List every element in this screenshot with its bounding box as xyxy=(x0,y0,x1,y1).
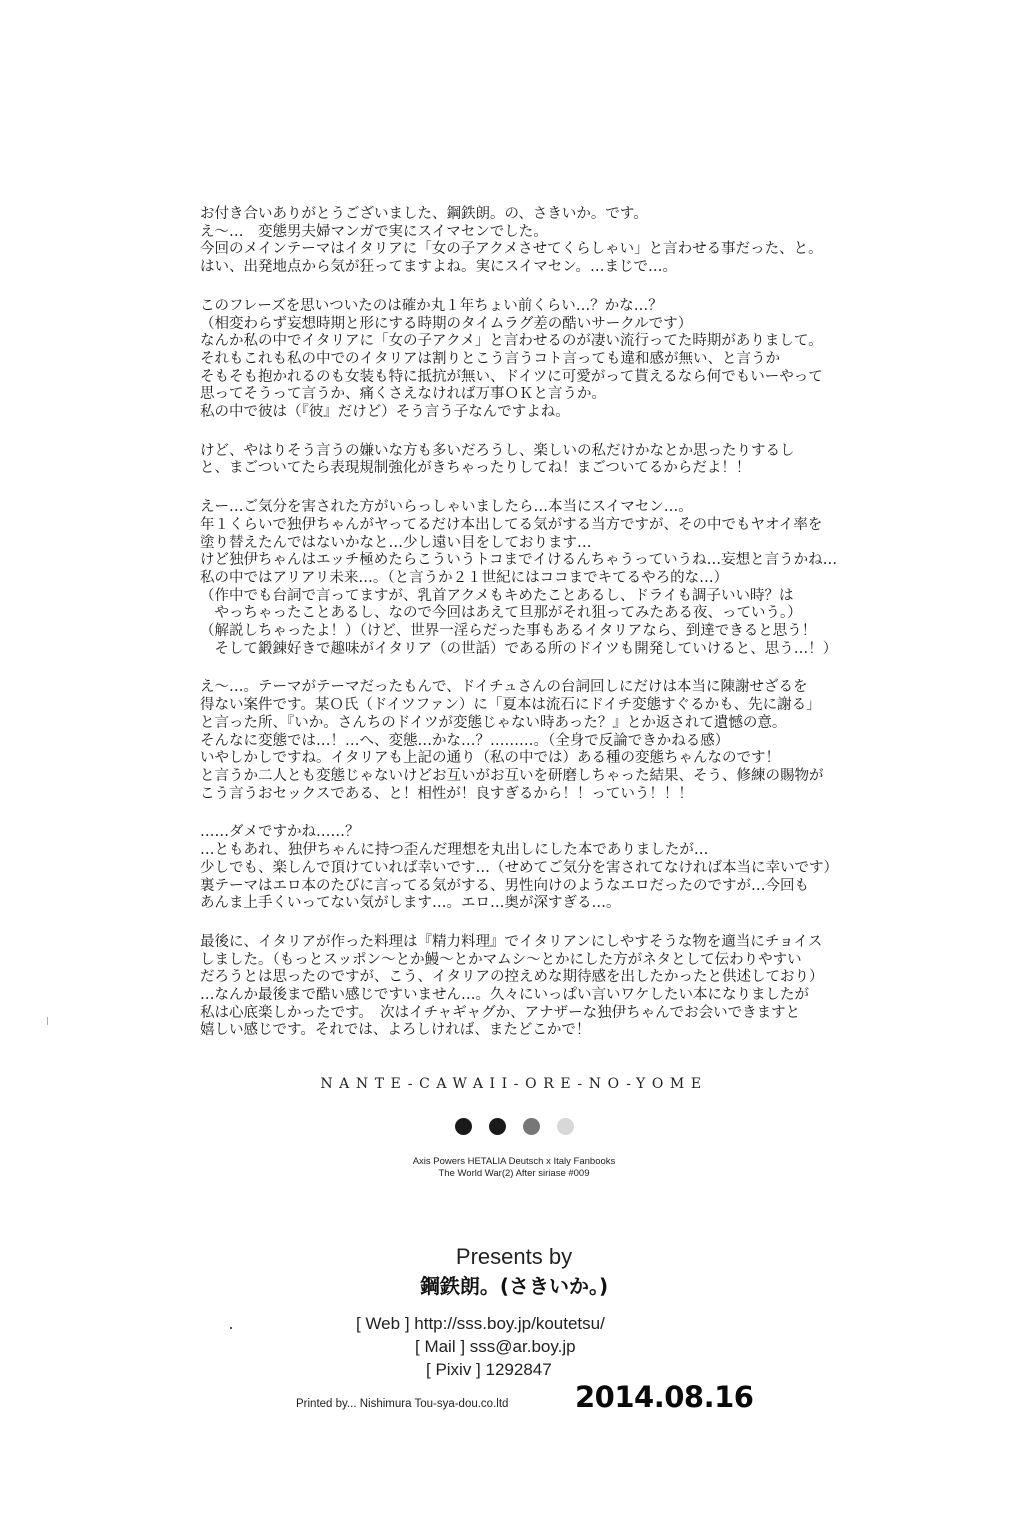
text-line: けど独伊ちゃんはエッチ極めたらこういうトコまでイけるんちゃうっていうね…妄想と言うかね… xyxy=(200,552,838,569)
paragraph xyxy=(200,499,850,658)
web-link[interactable]: [ Web ] http://sss.boy.jp/koutetsu/ xyxy=(356,1314,605,1333)
text-line: こう言うおセックスである、と！相性が！良すぎるから！！っていう！！！ xyxy=(200,785,693,802)
text-line: 得ない案件です。某Ｏ氏（ドイツファン）に「夏本は流石にドイチ変態すぐるかも、先に謝る」 xyxy=(200,697,821,714)
text-line: 私は心底楽しかったです。 次はイチャギャグか、アナザーな独伊ちゃんでお会いできますと xyxy=(200,1004,801,1021)
series-motto: NANTE-CAWAII-ORE-NO-YOME xyxy=(320,1076,708,1092)
presents-by-label: Presents by xyxy=(455,1244,573,1269)
text-line: （解説しちゃったよ！）（けど、世界一淫らだった事もあるイタリアなら、到達できると思う！ xyxy=(200,623,817,640)
pixiv-id: [ Pixiv ] 1292847 xyxy=(426,1360,552,1379)
text-line: だろうとは思ったのですが、こう、イタリアの控えめな期待感を出したかったと供述しており） xyxy=(200,969,824,986)
text-line: （作中でも台詞で言ってますが、乳首アクメもキめたことあるし、ドライも調子いい時？は xyxy=(200,587,794,604)
text-line: なんか私の中でイタリアに「女の子アクメ」と言わせるのが凄い流行ってた時期がありまして。 xyxy=(200,333,823,350)
text-line: ……ダメですかね……？ xyxy=(200,824,360,841)
text-line: そんなに変態では…！…へ、変態…かな…？………。（全身で反論できかねる感） xyxy=(200,732,730,749)
text-line: と言った所、『いか。さんちのドイツが変態じゃない時あった？』とか返されて遺憾の意。 xyxy=(200,714,787,731)
publication-date: 2014.08.16 xyxy=(575,1380,754,1414)
mail-link[interactable]: [ Mail ] sss@ar.boy.jp xyxy=(415,1337,576,1356)
text-line: 嬉しい感じです。それでは、よろしければ、またどこかで！ xyxy=(200,1022,591,1039)
text-line: いやしかしですね。イタリアも上記の通り（私の中では）ある種の変態ちゃんなのです！ xyxy=(200,750,780,767)
paragraph xyxy=(200,934,850,1040)
series-dot-icon xyxy=(489,1118,506,1135)
paragraph xyxy=(200,206,850,277)
scan-speck xyxy=(230,1327,232,1329)
text-line: 裏テーマはエロ本のたびに言ってる気がする、男性向けのようなエロだったのですが…今回も xyxy=(200,877,809,894)
text-line: 塗り替えたんではないかなと…少し遠い目をしております… xyxy=(200,534,592,551)
text-line: え～… 変態男夫婦マンガで実にスイマセンでした。 xyxy=(200,223,548,240)
text-line: 私の中ではアリアリ未来…。（と言うか２１世紀にはココまでキてるやろ的な…） xyxy=(200,569,729,586)
paragraph xyxy=(200,443,850,478)
series-number: The World War(2) After siriase #009 xyxy=(438,1168,590,1179)
text-line: え～…。テーマがテーマだったもんで、ドイチュさんの台詞回しにだけは本当に陳謝せざるを xyxy=(200,679,808,696)
text-line: しました。（もっとスッポン～とか鰻～とかマムシ～とかにした方がネタとして伝わりやすい xyxy=(200,951,802,968)
printer-credit: Printed by... Nishimura Tou-sya-dou.co.ltd xyxy=(296,1398,509,1410)
text-line: そもそも抱かれるのも女装も特に抵抗が無い、ドイツに可愛がって貰えるなら何でもいーやって xyxy=(200,368,823,385)
paragraph xyxy=(200,679,850,803)
scan-speck xyxy=(47,1017,48,1025)
text-line: 私の中で彼は（『彼』だけど）そう言う子なんですよね。 xyxy=(200,404,570,421)
text-line: 年１くらいで独伊ちゃんがヤってるだけ本出してる気がする当方ですが、その中でもヤオイ率を xyxy=(200,516,823,533)
text-line: と、まごついてたら表現規制強化がきちゃったりしてね！まごついてるからだよ！！ xyxy=(200,460,751,477)
series-dot-icon xyxy=(455,1118,472,1135)
text-line: …ともあれ、独伊ちゃんに持つ歪んだ理想を丸出しにした本でありましたが… xyxy=(200,842,709,859)
text-line: それもこれも私の中でのイタリアは割りとこう言うコト言っても違和感が無い、と言うか xyxy=(200,350,780,367)
text-line: 今回のメインテーマはイタリアに「女の子アクメさせてくらしゃい」と言わせる事だった、と。 xyxy=(200,241,823,258)
afterword-text xyxy=(200,206,850,1061)
series-title: Axis Powers HETALIA Deutsch x Italy Fanbooks xyxy=(412,1156,616,1167)
series-dots xyxy=(0,1118,1028,1135)
series-info xyxy=(0,1156,1028,1180)
text-line: 思ってそうって言うか、痛くさえなければ万事ＯＫと言うか。 xyxy=(200,386,606,403)
text-line: けど、やはりそう言うの嫌いな方も多いだろうし、楽しいの私だけかなとか思ったりするし xyxy=(200,442,795,459)
text-line: お付き合いありがとうございました、鋼鉄朗。の、さきいか。です。 xyxy=(200,206,648,222)
text-line: あんま上手くいってない気がします…。エロ…奥が深すぎる…。 xyxy=(200,895,621,912)
text-line: はい、出発地点から気が狂ってますよね。実にスイマセン。…まじで…。 xyxy=(200,259,678,276)
series-dot-icon xyxy=(557,1118,574,1135)
text-line: （相変わらず妄想時期と形にする時期のタイムラグ差の酷いサークルです） xyxy=(200,315,693,332)
author-name: 鋼鉄朗。(さきいか。) xyxy=(419,1274,609,1298)
text-line: と言うか二人とも変態じゃないけどお互いがお互いを研磨しちゃった結果、そう、修練の賜物が xyxy=(200,767,824,784)
text-line: 少しでも、楽しんで頂けていれば幸いです…（せめてご気分を害されてなければ本当に幸いです） xyxy=(200,859,838,876)
text-line: このフレーズを思いついたのは確か丸１年ちょい前くらい…？かな…？ xyxy=(200,297,663,314)
contact-list xyxy=(352,1312,605,1381)
text-line: えー…ご気分を害された方がいらっしゃいましたら…本当にスイマセン…。 xyxy=(200,499,693,516)
series-dot-icon xyxy=(523,1118,540,1135)
paragraph xyxy=(200,298,850,422)
text-line: やっちゃったことあるし、なので今回はあえて旦那がそれ狙ってみたある夜、っていう。） xyxy=(200,605,802,622)
text-line: そして鍛錬好きで趣味がイタリア（の世話）である所のドイツも開発していけると、思う…！） xyxy=(200,640,838,657)
paragraph xyxy=(200,824,850,913)
text-line: 最後に、イタリアが作った料理は『精力料理』でイタリアンにしやすそうな物を適当にチョイス xyxy=(200,933,823,950)
text-line: …なんか最後まで酷い感じですいません…。久々にいっぱい言いワケしたい本になりましたが xyxy=(200,987,809,1004)
